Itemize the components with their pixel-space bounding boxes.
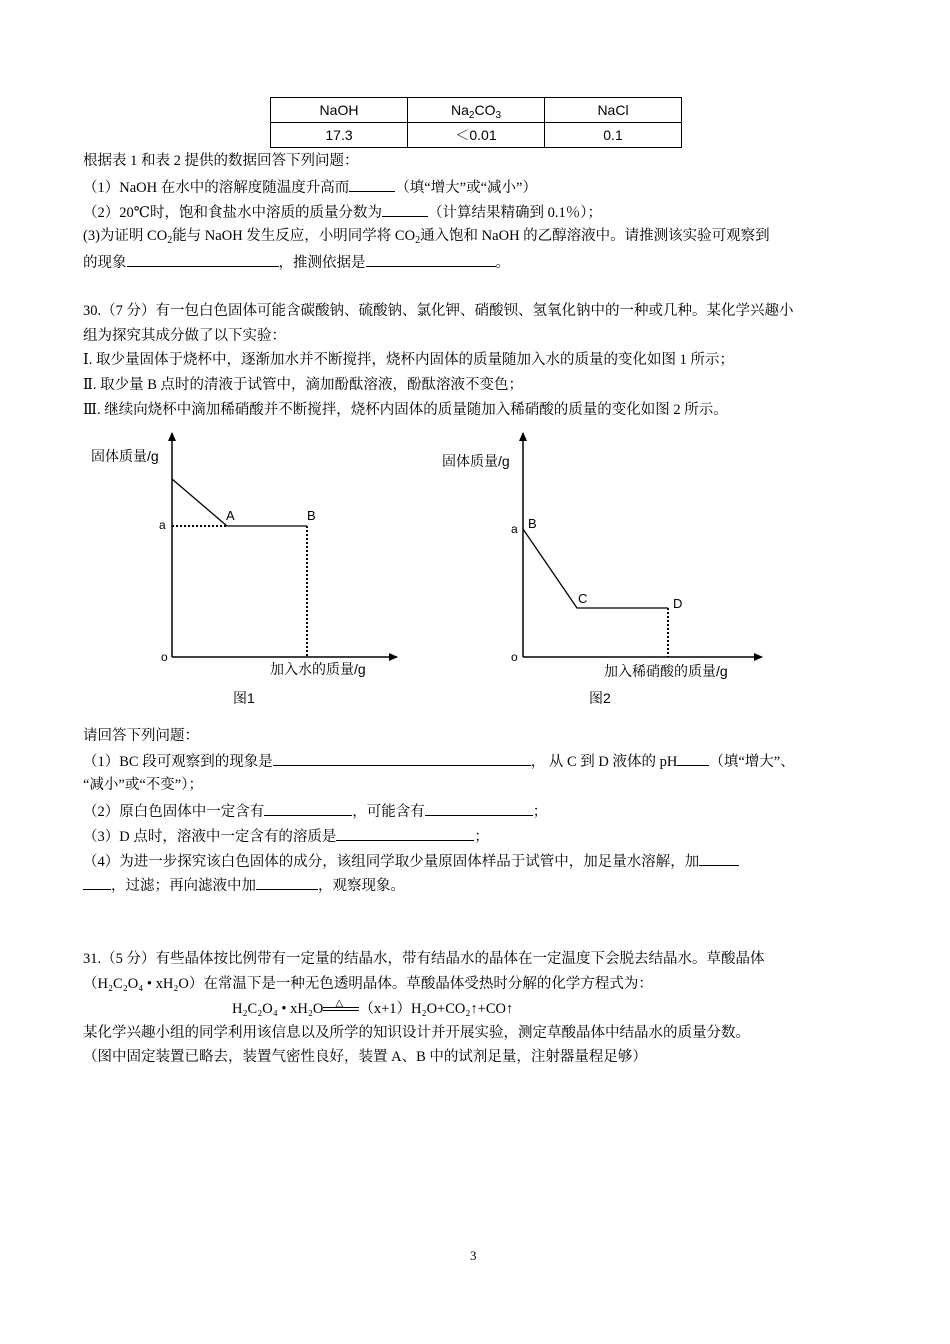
q30-intro-1: 30.（7 分）有一包白色固体可能含碳酸钠、硫酸钠、氯化钾、硝酸钡、氢氧化钠中的一种或几种。某化学兴趣小 [83,303,794,319]
q30-answer-1 [83,750,795,772]
q29-part2-hint: （计算结果精确到 0.1％）； [427,205,602,221]
a-tick-label: a [159,518,166,532]
q31-line-3: 某化学兴趣小组的同学利用该信息以及所学的知识设计并开展实验，测定草酸晶体中结晶水的质量分数。 [83,1025,750,1041]
figure-1 [85,425,415,715]
q30-answer-text: ； [474,829,489,845]
answer-blank[interactable] [83,874,111,890]
q30-step-1: Ⅰ. 取少量固体于烧杯中，逐渐加水并不断搅拌，烧杯内固体的质量随加入水的质量的变化如图 1 所示； [83,352,734,368]
q30-answer-4-cont [83,874,405,896]
q30-answer-text: ，过滤；再向滤液中加 [111,878,256,894]
mass-curve [523,529,668,608]
q30-answer-text: （填“增大”、 [709,754,795,770]
q30-ask: 请回答下列问题： [83,728,199,744]
point-d-label: D [673,596,683,611]
q31-line-1: 31.（5 分）有些晶体按比例带有一定量的结晶水，带有结晶水的晶体在一定温度下会脱去结晶水。草酸晶体 [83,951,765,967]
mass-curve [172,479,307,526]
q30-answer-text: （1）BC 段可观察到的现象是 [83,754,273,770]
answer-blank[interactable] [349,176,395,192]
table-header-nacl: NaCl [545,98,682,123]
answer-blank[interactable] [677,750,709,766]
answer-blank[interactable] [382,201,428,217]
point-b-label: B [528,516,537,531]
q30-answer-text: （3）D 点时，溶液中一定含有的溶质是 [83,829,337,845]
figure-caption: 图2 [589,690,611,706]
figure-caption: 图1 [233,690,255,706]
q30-answer-text: ， 从 C 到 D 液体的 pH [530,754,678,770]
q29-part2-text: （2）20℃时，饱和食盐水中溶质的质量分数为 [83,205,382,221]
q30-step-3: Ⅲ. 继续向烧杯中滴加稀硝酸并不断搅拌，烧杯内固体的质量随加入稀硝酸的质量的变化如图 2 所示。 [83,402,728,418]
answer-blank[interactable] [366,251,496,267]
q30-answer-3 [83,825,489,847]
y-axis-label: 固体质量/g [91,448,159,464]
q29-part2 [83,201,602,223]
q29-part3-text: 的现象 [83,255,127,271]
origin-label: o [511,650,518,664]
q29-part3-text: 通入饱和 NaOH 的乙醇溶液中。请推测该实验可观察到 [420,228,770,244]
point-b-label: B [307,508,316,523]
x-axis-label: 加入稀硝酸的质量/g [604,663,728,679]
q30-answer-text: （2）原白色固体中一定含有 [83,804,265,820]
q30-step-2: Ⅱ. 取少量 B 点时的清液于试管中，滴加酚酞溶液，酚酞溶液不变色； [83,377,524,393]
point-c-label: C [578,591,588,606]
q30-answer-text: ； [532,804,548,820]
table-cell: 0.1 [545,123,682,148]
solubility-table [270,97,682,148]
q29-part3-text: ，推测依据是 [278,255,366,271]
equation-reactant: H₂C₂O₄ • xH₂O [232,1001,324,1017]
q31-line-2: （H₂C₂O₄ • xH₂O）在常温下是一种无色透明晶体。草酸晶体受热时分解的化学方程式为： [83,976,653,992]
table-header-na2co3: $Na_2CO_3$ [408,98,545,123]
answer-blank[interactable] [699,850,739,866]
answer-blank[interactable] [273,750,531,766]
q29-intro: 根据表 1 和表 2 提供的数据回答下列问题： [83,153,359,169]
equation-arrow [323,997,359,1017]
q30-answer-text: （4）为进一步探究该白色固体的成分，该组同学取少量原固体样品于试管中，加足量水溶解，加 [83,854,700,870]
origin-label: o [161,650,168,664]
q30-answer-4 [83,850,739,872]
q30-answer-2 [83,800,547,822]
q29-part3-text: 能与 NaOH 发生反应，小明同学将 CO [172,228,416,244]
q29-part3-text: 。 [495,255,510,271]
q31-equation [232,999,513,1019]
q29-part3-text: (3)为证明 CO [83,228,168,244]
table-cell: 17.3 [271,123,408,148]
q29-part1-text: （1）NaOH 在水中的溶解度随温度升高而 [83,180,350,196]
q30-intro-2: 组为探究其成分做了以下实验： [83,328,286,344]
q29-part1-hint: （填“增大”或“减小”） [395,180,537,196]
x-axis-label: 加入水的质量/g [270,661,366,677]
answer-blank[interactable] [256,874,318,890]
answer-blank[interactable] [336,825,474,841]
answer-blank[interactable] [425,800,533,816]
a-tick-label: a [511,522,518,536]
table-header-naoh: NaOH [271,98,408,123]
q31-line-4: （图中固定装置已略去，装置气密性良好，装置 A、B 中的试剂足量，注射器量程足够） [83,1049,647,1065]
q29-part1 [83,176,537,198]
table-cell: ＜0.01 [408,123,545,148]
page-number: 3 [470,1248,477,1263]
q30-answer-text: ，可能含有 [352,804,425,820]
q30-answer-1-cont: “减小”或“不变”）； [83,777,203,793]
answer-blank[interactable] [127,251,279,267]
equation-products: （x+1）H₂O+CO₂↑+CO↑ [359,1001,514,1017]
q29-part3-cont [83,251,510,273]
y-axis-label: 固体质量/g [442,453,510,469]
q30-answer-text: ，观察现象。 [318,878,405,894]
heat-symbol: △ [335,997,344,1009]
answer-blank[interactable] [264,800,352,816]
q29-part3: (3)为证明 $CO_2$能与 NaOH 发生反应，小明同学将 $CO_2$通入饱和 NaOH 的乙醇溶液中。请推测该实验可观察到 [83,228,770,246]
point-a-label: A [226,508,235,523]
figure-2 [440,425,780,715]
